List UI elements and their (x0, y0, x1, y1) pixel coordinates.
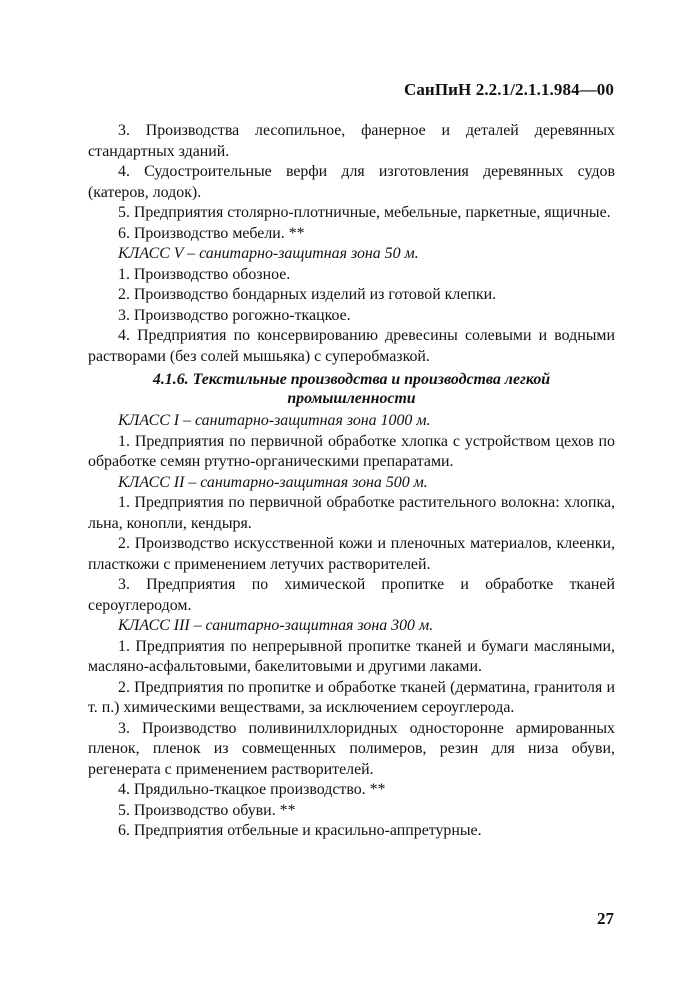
body-text (88, 121, 615, 842)
paragraph: 5. Производство обуви. ** (118, 801, 296, 819)
paragraph: 3. Предприятия по химической пропитке и обработке тканей сероуглеродом. (88, 576, 615, 614)
section-title: 4.1.6. Текстильные производства и производства легкой промышленности (152, 371, 551, 407)
page-number: 27 (597, 909, 614, 928)
paragraph: 4. Предприятия по консервированию древесины солевыми и водными растворами (без солей мышьяка) с суперобмазкой. (88, 327, 615, 365)
paragraph: 2. Производство искусственной кожи и пленочных материалов, клеенки, пласткожи с применением летучих растворителей. (88, 535, 615, 573)
paragraph: 2. Производство бондарных изделий из готовой клепки. (118, 286, 497, 303)
paragraph: 6. Предприятия отбельные и красильно-аппретурные. (118, 822, 482, 839)
paragraph: 1. Производство обозное. (118, 265, 291, 283)
paragraph: 3. Производство рогожно-ткацкое. (118, 306, 351, 324)
class-heading-ii: КЛАСС II – санитарно-защитная зона 500 м. (118, 473, 428, 491)
paragraph: 5. Предприятия столярно-плотничные, мебельные, паркетные, ящичные. (118, 204, 611, 221)
paragraph: 1. Предприятия по непрерывной пропитке тканей и бумаги масляными, масляно-асфальтовыми, бакелитовыми и другими лаками. (88, 637, 615, 675)
paragraph: 1. Предприятия по первичной обработке растительного волокна: хлопка, льна, конопли, кендыря. (88, 494, 615, 532)
paragraph: 6. Производство мебели. ** (118, 224, 305, 242)
paragraph: 4. Судостроительные верфи для изготовления деревянных судов (катеров, лодок). (88, 163, 615, 201)
paragraph: 1. Предприятия по первичной обработке хлопка с устройством цехов по обработке семян ртутно-органическими препаратами. (88, 432, 615, 470)
paragraph: 4. Прядильно-ткацкое производство. ** (118, 781, 386, 798)
paragraph: 3. Производства лесопильное, фанерное и деталей деревянных стандартных зданий. (88, 122, 615, 160)
class-heading-i: КЛАСС I – санитарно-защитная зона 1000 м. (118, 412, 431, 429)
class-heading-iii: КЛАСС III – санитарно-защитная зона 300 м. (118, 617, 434, 634)
class-heading-v: КЛАСС V – санитарно-защитная зона 50 м. (118, 245, 419, 262)
document-code: СанПиН 2.2.1/2.1.1.984—00 (403, 80, 614, 99)
paragraph: 2. Предприятия по пропитке и обработке тканей (дерматина, гранитоля и т. п.) химическими веществами, за исключением сероуглерода. (88, 678, 615, 716)
paragraph: 3. Производство поливинилхлоридных односторонне армированных пленок, пленок из совмещенных полимеров, резин для низа обуви, регенерата с применением растворителей. (88, 719, 615, 778)
